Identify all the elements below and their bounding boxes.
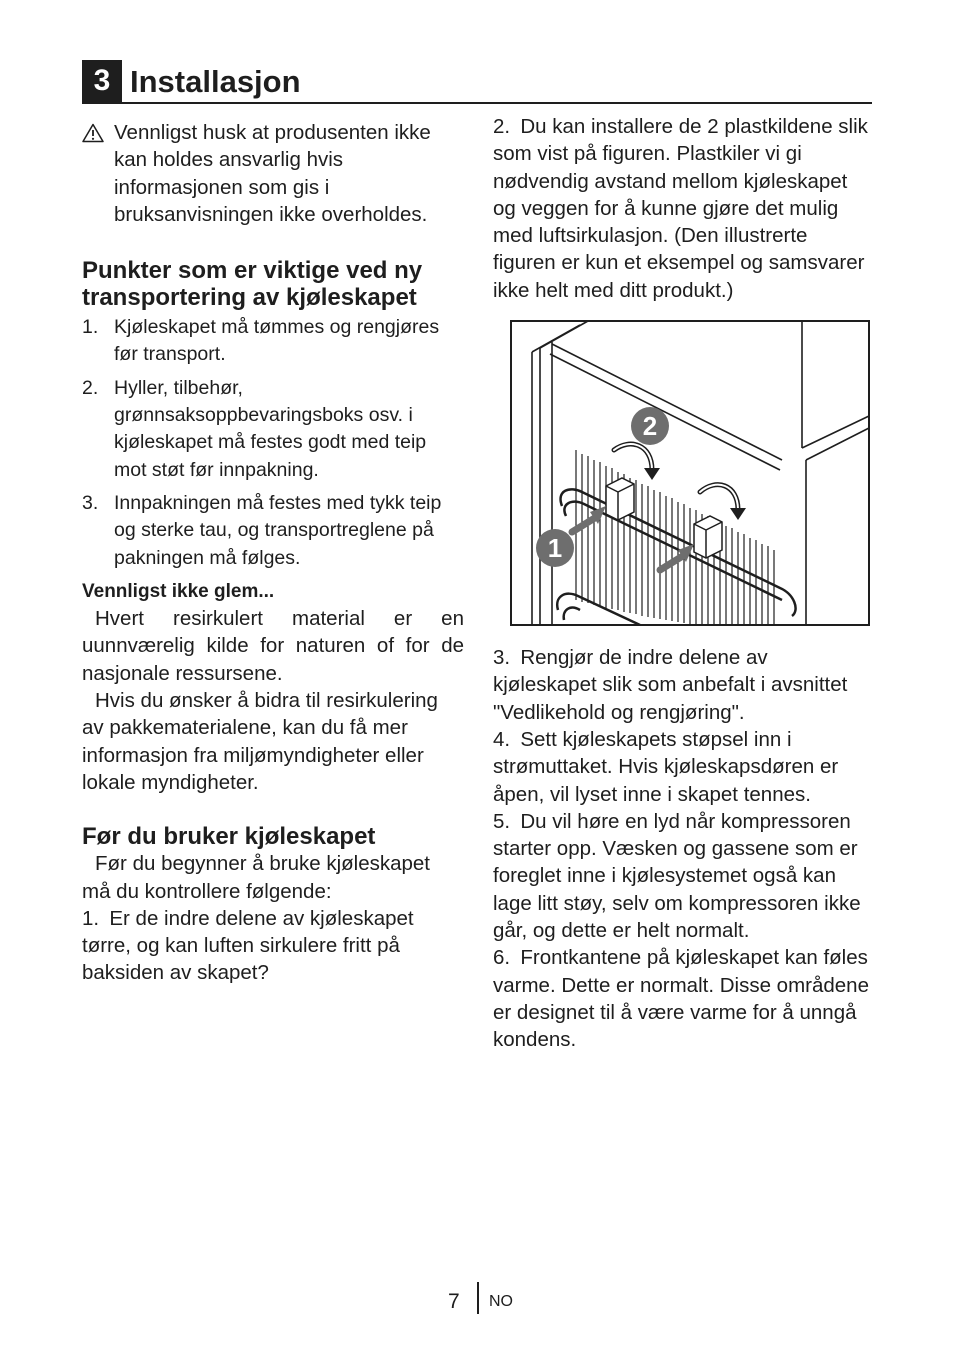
before-use-heading: Før du bruker kjøleskapet bbox=[82, 823, 376, 851]
list-item: 1. Kjøleskapet må tømmes og rengjøres før transport. bbox=[82, 316, 440, 366]
remember-paragraph: Hvert resirkulert material er en uunnværelig kilde for naturen of for de nasjonale ressursene. bbox=[82, 607, 464, 685]
remember-paragraph: Hvis du ønsker å bidra til resirkulering av pakkematerialene, kan du få mer informasjon fra miljømyndigheter eller lokale myndigheter. bbox=[82, 689, 438, 794]
right-column bbox=[493, 113, 873, 1054]
section-number: 3 bbox=[82, 60, 122, 102]
svg-text:2: 2 bbox=[642, 411, 658, 442]
warning-note bbox=[82, 119, 464, 228]
fridge-back-illustration bbox=[510, 320, 870, 626]
list-item: 2. Hyller, tilbehør, grønnsaksoppbevaringsboks osv. i kjøleskapet må festes godt med teip mot støt før innpakning. bbox=[82, 376, 427, 481]
figure-marker-1 bbox=[536, 529, 574, 567]
install-step: 6. Frontkantene på kjøleskapet kan føles varme. Dette er normalt. Disse områdene er designet til å være varme for å unngå kondens. bbox=[493, 946, 869, 1052]
list-item: 3. Innpakningen må festes med tykk teip og sterke tau, og transportreglene på pakningen må følges. bbox=[82, 491, 442, 569]
warning-triangle-icon bbox=[82, 123, 104, 143]
warning-text: Vennligst husk at produsenten ikke kan holdes ansvarlig hvis informasjonen som gis i bruksanvisningen ikke overholdes. bbox=[114, 121, 431, 226]
before-use-item: 1. Er de indre delene av kjøleskapet tørre, og kan luften sirkulere fritt på baksiden av skapet? bbox=[82, 906, 414, 985]
section-header bbox=[82, 60, 872, 104]
svg-text:1: 1 bbox=[547, 533, 563, 564]
page-number: 7 bbox=[448, 1290, 460, 1313]
page-footer bbox=[0, 1282, 954, 1316]
transport-heading: Punkter som er viktige ved ny transportering av kjøleskapet bbox=[82, 257, 423, 312]
install-step: 3. Rengjør de indre delene av kjøleskapet slik som anbefalt i avsnittet "Vedlikehold og rengjøring". bbox=[493, 646, 848, 724]
language-code: NO bbox=[489, 1293, 513, 1310]
before-use-intro: Før du begynner å bruke kjøleskapet må du kontrollere følgende: bbox=[82, 852, 430, 903]
installation-figure bbox=[510, 320, 870, 626]
figure-marker-2 bbox=[631, 407, 669, 445]
left-column bbox=[82, 119, 464, 987]
remember-heading: Vennligst ikke glem... bbox=[82, 580, 275, 602]
install-step: 5. Du vil høre en lyd når kompressoren starter opp. Væsken og gassene som er foreglet inne i kjølesystemet også kan lage litt støy, selv om kompressoren ikke går, og dette er helt normalt. bbox=[493, 809, 861, 943]
transport-list bbox=[82, 314, 464, 572]
install-step: 2. Du kan installere de 2 plastkildene slik som vist på figuren. Plastkiler vi gi nødvendig avstand mellom kjøleskapet og veggen for å kunne gjøre det mulig med luftsirkulasjon. (Den illustrerte figuren er kun et eksempel og samsvarer ikke helt med ditt produkt.) bbox=[493, 115, 868, 302]
footer-divider bbox=[477, 1282, 479, 1314]
section-title: Installasjon bbox=[130, 64, 301, 99]
install-step: 4. Sett kjøleskapets støpsel inn i strømuttaket. Hvis kjøleskapsdøren er åpen, vil lyset inne i skapet tennes. bbox=[493, 727, 839, 806]
